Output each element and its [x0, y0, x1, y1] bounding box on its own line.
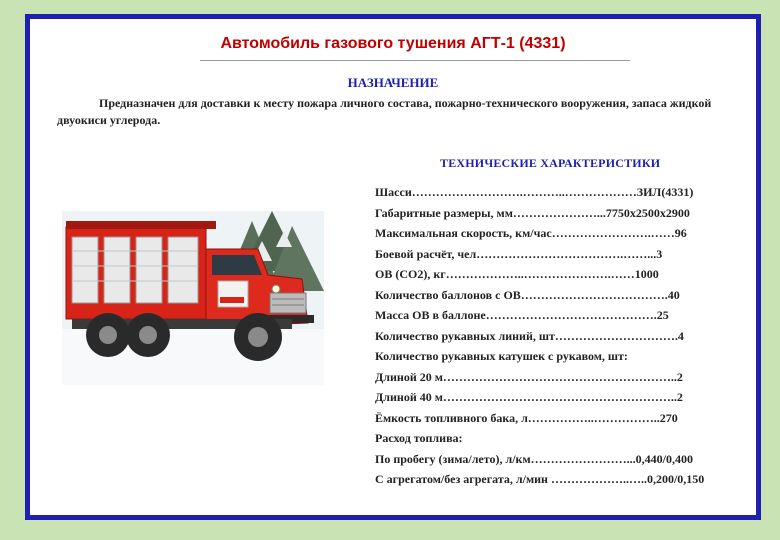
- purpose-heading: НАЗНАЧЕНИЕ: [347, 75, 439, 90]
- spec-hose-40m: Длиной 40 м…………………………………………………..2: [375, 390, 683, 404]
- spec-cylinder-mass: Масса ОВ в баллоне…………………………………….25: [375, 308, 669, 322]
- spec-chassis: Шасси……………………….………..………………ЗИЛ(4331): [375, 185, 694, 199]
- spec-fuel-consumption: Расход топлива:: [375, 431, 463, 445]
- specs-list: [375, 182, 760, 490]
- spec-dimensions: Габаритные размеры, мм…………………...7750х2500х2900: [375, 205, 690, 220]
- slide-title: Автомобиль газового тушения АГТ-1 (4331): [220, 35, 566, 52]
- spec-cylinder-count: Количество баллонов с ОВ……………………………….40: [375, 287, 680, 302]
- fire-truck-photo: [62, 211, 324, 385]
- spec-consumption-mileage: По пробегу (зима/лето), л/км……………………...0,440/0,400: [375, 451, 693, 466]
- spec-max-speed: Максимальная скорость, км/час…………………….……96: [375, 226, 687, 240]
- spec-hose-lines: Количество рукавных линий, шт………………………….4: [375, 328, 684, 343]
- spec-crew: Боевой расчёт, чел……………………………….……...3: [375, 246, 663, 261]
- spec-agent-mass: ОВ (СО2), кг………………..………………….……1000: [375, 267, 659, 281]
- spec-hose-reels: Количество рукавных катушек с рукавом, шт:: [375, 349, 628, 363]
- purpose-text: Предназначен для доставки к месту пожара личного состава, пожарно-технического вооружения, запаса жидкой двуокиси углерода.: [57, 96, 712, 127]
- spec-fuel-tank: Ёмкость топливного бака, л……………..……………..270: [375, 410, 678, 425]
- title-divider: [200, 60, 630, 61]
- specs-heading: ТЕХНИЧЕСКИЕ ХАРАКТЕРИСТИКИ: [440, 156, 661, 170]
- spec-hose-20m: Длиной 20 м…………………………………………………..2: [375, 369, 683, 384]
- spec-consumption-unit: С агрегатом/без агрегата, л/мин ………………..…..0,200/0,150: [375, 472, 705, 486]
- slide-frame: [25, 14, 761, 520]
